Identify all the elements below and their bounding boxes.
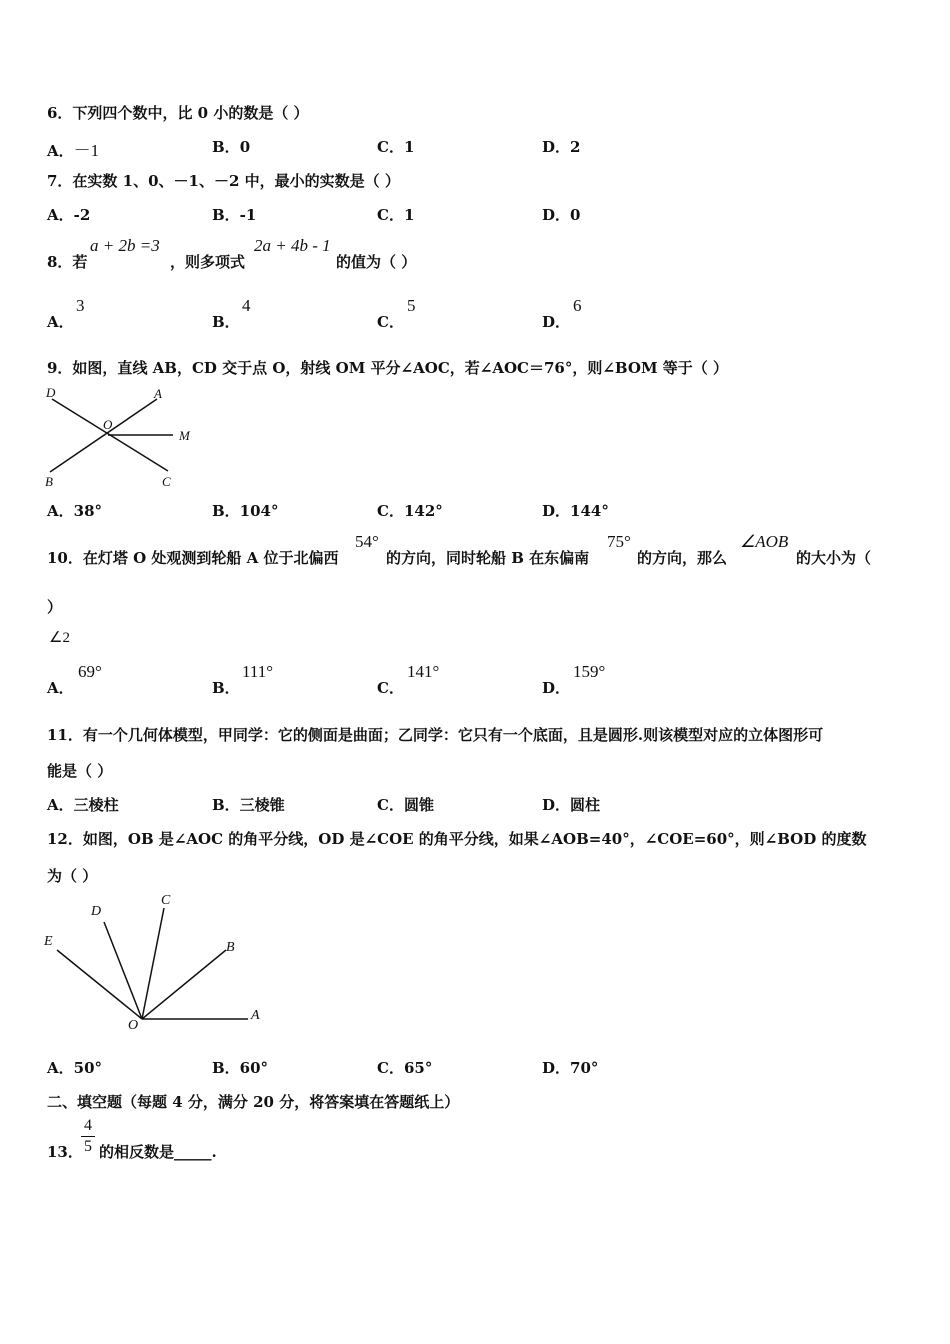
q6-d-value: 2 (570, 138, 581, 156)
q13-fraction-bar (81, 1136, 95, 1137)
q6-c-label: C． (377, 138, 404, 156)
q8-middle: ，则多项式 (170, 253, 246, 271)
q12-line2: 为（ ） (47, 867, 98, 885)
q12-label-a: A (251, 1008, 260, 1023)
q8-a-label: A． (47, 313, 74, 331)
q12-option-a: A．50° (47, 1059, 103, 1077)
q7-option-c: C．1 (377, 206, 415, 224)
q6-a-value: －1 (73, 141, 100, 160)
q8-d-label: D． (542, 313, 571, 331)
q12-figure (40, 890, 270, 1040)
q8-b-value: 4 (242, 296, 251, 315)
q8-expr2: 2a + 4b - 1 (254, 236, 331, 255)
q6-stem: 6．下列四个数中，比 0 小的数是（ ） (47, 104, 309, 122)
q7-option-a: A．-2 (47, 206, 91, 224)
q8-c-label: C． (377, 313, 404, 331)
q8-suffix: 的值为（ ） (336, 253, 417, 271)
q10-part2: 的方向，同时轮船 B 在东偏南 (386, 549, 590, 567)
q9-label-b: B (45, 474, 53, 489)
q12-label-b: B (226, 940, 235, 955)
q10-c-value: 141° (407, 662, 440, 681)
q10-stray-angle: ∠2 (49, 630, 70, 646)
ray-ob (142, 950, 226, 1019)
q11-option-a: A．三棱柱 (47, 796, 119, 814)
q10-part3: 的方向，那么 (637, 549, 728, 567)
q9-stem: 9．如图，直线 AB，CD 交于点 O，射线 OM 平分∠AOC，若∠AOC＝76°，则∠BOM 等于（ ） (47, 359, 728, 377)
section2-title: 二、填空题（每题 4 分，满分 20 分，将答案填在答题纸上） (47, 1093, 460, 1111)
q12-label-o: O (128, 1018, 139, 1033)
q10-angle2: 75° (607, 532, 631, 551)
q6-a-label: A． (47, 142, 74, 160)
q11-option-b: B．三棱锥 (212, 796, 285, 814)
q12-option-c: C．65° (377, 1059, 433, 1077)
q11-option-c: C．圆锥 (377, 796, 434, 814)
q12-label-d: D (91, 904, 102, 919)
q9-option-a: A．38° (47, 502, 103, 520)
q10-b-value: 111° (242, 662, 274, 681)
q12-label-e: E (44, 934, 53, 949)
q10-a-label: A． (47, 679, 74, 697)
q9-option-b: B．104° (212, 502, 279, 520)
q6-d-label: D． (542, 138, 571, 156)
q6-option-c (377, 136, 414, 157)
q7-option-d: D．0 (542, 206, 581, 224)
q9-label-c: C (162, 474, 171, 489)
q12-option-b: B．60° (212, 1059, 269, 1077)
q6-option-a (47, 136, 99, 161)
q13-suffix: 的相反数是_____. (99, 1143, 217, 1161)
q6-c-value: 1 (403, 138, 415, 156)
q10-c-label: C． (377, 679, 404, 697)
q6-option-d (542, 136, 580, 157)
q6-option-b (212, 136, 250, 157)
q11-line1: 11．有一个几何体模型，甲同学：它的侧面是曲面；乙同学：它只有一个底面，且是圆形.则该模型对应的立体图形可 (47, 726, 824, 744)
q12-line1: 12．如图，OB 是∠AOC 的角平分线，OD 是∠COE 的角平分线，如果∠AOB=40°，∠COE=60°，则∠BOD 的度数 (47, 830, 867, 848)
q11-line2: 能是（ ） (47, 762, 113, 780)
q8-b-label: B． (212, 313, 240, 331)
q9-label-m: M (179, 428, 190, 443)
q7-stem: 7．在实数 1、0、－1、－2 中，最小的实数是（ ） (47, 172, 400, 190)
q8-c-value: 5 (407, 296, 416, 315)
q8-expr1: a + 2b =3 (90, 236, 160, 255)
q8-a-value: 3 (76, 296, 85, 315)
ray-oc (142, 908, 164, 1019)
q10-a-value: 69° (78, 662, 102, 681)
q9-label-o: O (103, 417, 113, 432)
q10-d-value: 159° (573, 662, 606, 681)
q10-part1: 10．在灯塔 O 处观测到轮船 A 位于北偏西 (47, 549, 339, 567)
q10-angle1: 54° (355, 532, 379, 551)
q7-option-b: B．-1 (212, 206, 257, 224)
q9-figure (40, 385, 210, 490)
q9-label-a: A (154, 386, 162, 401)
q9-option-d: D．144° (542, 502, 609, 520)
q13-numerator: 4 (84, 1117, 92, 1134)
q11-option-d: D．圆柱 (542, 796, 601, 814)
q10-part4: 的大小为（ (796, 549, 872, 567)
q13-denominator: 5 (84, 1138, 92, 1155)
q6-b-label: B． (212, 138, 240, 156)
q12-option-d: D．70° (542, 1059, 599, 1077)
q9-option-c: C．142° (377, 502, 443, 520)
q10-b-label: B． (212, 679, 240, 697)
q9-label-d: D (46, 385, 56, 400)
q12-figure-lines (40, 890, 270, 1040)
q13-fraction (81, 1117, 95, 1156)
q10-close-paren: ） (47, 598, 63, 616)
q8-d-value: 6 (573, 296, 582, 315)
q8-prefix: 8．若 (47, 253, 88, 271)
q12-label-c: C (161, 893, 171, 908)
q10-d-label: D． (542, 679, 571, 697)
q10-angle-aob: ∠AOB (740, 532, 789, 551)
q13-prefix: 13． (47, 1143, 83, 1161)
q6-b-value: 0 (239, 138, 251, 156)
